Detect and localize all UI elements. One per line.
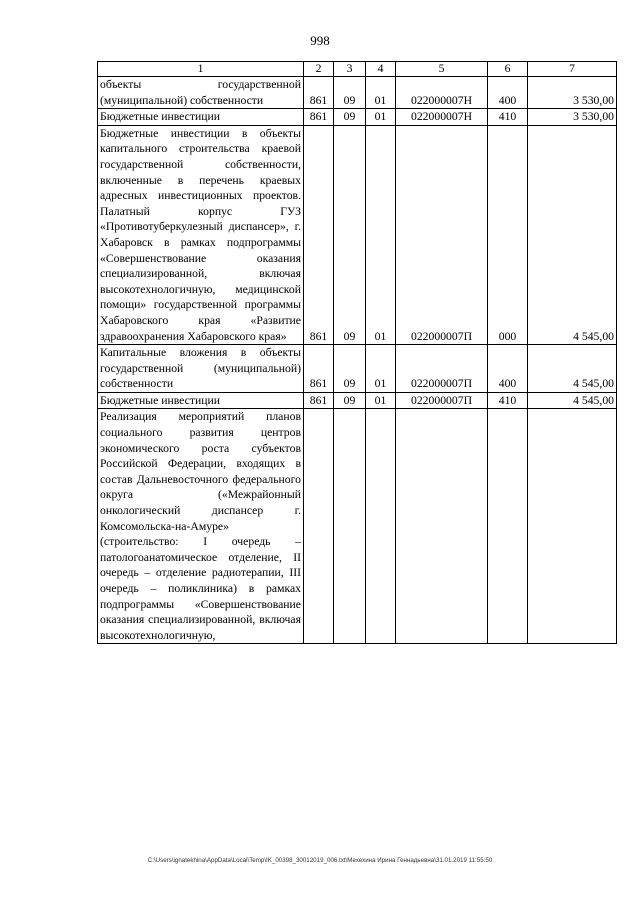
row-description: Бюджетные инвестиции — [98, 392, 304, 409]
header-cell: 1 — [98, 62, 304, 77]
col-2-cell: 861 — [304, 77, 334, 109]
col-6-cell: 410 — [488, 109, 528, 126]
col-3-cell: 09 — [334, 125, 366, 344]
file-path-footer: C:\Users\ignatekhina\AppData\Local\Temp\IK_00398_30012019_006.txt\Мехехина Ирина Геннадьевна\31.01.2019 11:55:50 — [147, 857, 493, 864]
table-row — [98, 109, 617, 126]
col-6-cell: 400 — [488, 345, 528, 393]
header-cell: 2 — [304, 62, 334, 77]
page-number: 998 — [310, 33, 330, 48]
col-5-cell — [396, 409, 488, 644]
col-4-cell: 01 — [366, 392, 396, 409]
header-cell: 5 — [396, 62, 488, 77]
col-4-cell: 01 — [366, 77, 396, 109]
amount-cell — [528, 409, 617, 644]
amount-cell: 3 530,00 — [528, 77, 617, 109]
col-6-cell: 000 — [488, 125, 528, 344]
col-2-cell: 861 — [304, 392, 334, 409]
col-4-cell: 01 — [366, 345, 396, 393]
row-description: Бюджетные инвестиции — [98, 109, 304, 126]
col-5-cell: 022000007П — [396, 345, 488, 393]
table-row — [98, 345, 617, 393]
col-3-cell: 09 — [334, 392, 366, 409]
amount-cell: 4 545,00 — [528, 125, 617, 344]
col-6-cell: 400 — [488, 77, 528, 109]
col-2-cell: 861 — [304, 125, 334, 344]
row-description: Капитальные вложения в объекты государственной (муниципальной) собственности — [98, 345, 304, 393]
amount-cell: 4 545,00 — [528, 345, 617, 393]
table-row — [98, 77, 617, 109]
row-description: объекты государственной (муниципальной) собственности — [98, 77, 304, 109]
col-2-cell: 861 — [304, 109, 334, 126]
budget-table — [97, 61, 617, 644]
row-description: Реализация мероприятий планов социального развития центров экономического роста субъектов Российской Федерации, входящих в состав Дальневосточного федерального округа («Межрайонный онкологический диспансер г. Комсомольска-на-Амуре» (строительство: I очередь – патологоанатомическое отделение, II очередь – отделение радиотерапии, III очередь – поликлиника) в рамках подпрограммы «Совершенствование оказания специализированной, включая высокотехнологичную, — [98, 409, 304, 644]
col-6-cell: 410 — [488, 392, 528, 409]
col-5-cell: 022000007Н — [396, 77, 488, 109]
col-2-cell: 861 — [304, 345, 334, 393]
table-row — [98, 392, 617, 409]
col-4-cell: 01 — [366, 125, 396, 344]
table-row — [98, 125, 617, 344]
col-4-cell: 01 — [366, 109, 396, 126]
header-cell: 6 — [488, 62, 528, 77]
table-row — [98, 409, 617, 644]
header-cell: 4 — [366, 62, 396, 77]
col-5-cell: 022000007П — [396, 125, 488, 344]
col-2-cell — [304, 409, 334, 644]
row-description: Бюджетные инвестиции в объекты капитального строительства краевой государственной собственности, включенные в перечень краевых адресных инвестиционных проектов. Палатный корпус ГУЗ «Противотуберкулезный диспансер», г. Хабаровск в рамках подпрограммы «Совершенствование оказания специализированной, включая высокотехнологичную, медицинской помощи» государственной программы Хабаровского края «Развитие здравоохранения Хабаровского края» — [98, 125, 304, 344]
amount-cell: 3 530,00 — [528, 109, 617, 126]
col-6-cell — [488, 409, 528, 644]
table-header-row — [98, 62, 617, 77]
col-5-cell: 022000007Н — [396, 109, 488, 126]
header-cell: 3 — [334, 62, 366, 77]
col-5-cell: 022000007П — [396, 392, 488, 409]
col-3-cell — [334, 409, 366, 644]
header-cell: 7 — [528, 62, 617, 77]
col-3-cell: 09 — [334, 109, 366, 126]
col-3-cell: 09 — [334, 77, 366, 109]
amount-cell: 4 545,00 — [528, 392, 617, 409]
col-3-cell: 09 — [334, 345, 366, 393]
col-4-cell — [366, 409, 396, 644]
